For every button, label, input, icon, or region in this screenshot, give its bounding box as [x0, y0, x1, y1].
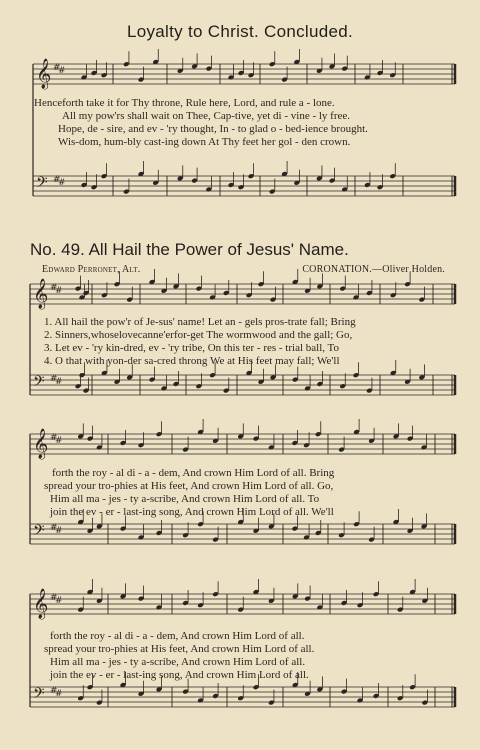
treble-clef-icon: 𝄞: [36, 59, 52, 89]
bass-clef-icon: 𝄢: [33, 522, 45, 543]
sharp-icon: #: [55, 286, 63, 296]
lyric-line: forth the roy - al di - a - dem, And crown Him Lord of all. Bring: [52, 467, 335, 479]
tune-credit: CORONATION.—Oliver Holden.: [302, 264, 445, 275]
lyric-line: 1. All hail the pow'r of Je-sus' name! Let an - gels pros-trate fall; Bring: [44, 316, 356, 328]
hymn-title: No. 49. All Hail the Power of Jesus' Name.: [30, 240, 349, 259]
lyric-line: All my pow'rs shall wait on Thee, Cap-tive, yet di - vine - ly free.: [62, 110, 351, 122]
sharp-icon: #: [50, 686, 58, 696]
treble-clef-icon: 𝄞: [33, 429, 49, 459]
treble-clef-icon: 𝄞: [33, 589, 49, 619]
lyric-line: Hope, de - sire, and ev - 'ry thought, In - to glad o - bed-ience brought.: [58, 123, 368, 135]
lyric-line: Henceforth take it for Thy throne, Rule here, Lord, and rule a - lone.: [34, 97, 335, 109]
bass-clef-icon: 𝄢: [33, 685, 45, 706]
sharp-icon: #: [55, 436, 63, 446]
lyric-line: Him all ma - jes - ty a-scribe, And crown Him Lord of all.: [50, 656, 306, 668]
sharp-icon: #: [50, 283, 58, 293]
sharp-icon: #: [50, 523, 58, 533]
lyric-line: 2. Sinners,whoselovecanne'erfor-get The wormwood and the gall; Go,: [44, 329, 353, 341]
bass-clef-icon: 𝄢: [33, 373, 45, 394]
sharp-icon: #: [53, 63, 61, 73]
sharp-icon: #: [53, 175, 61, 185]
sharp-icon: #: [55, 689, 63, 699]
sharp-icon: #: [50, 433, 58, 443]
sharp-icon: #: [58, 178, 66, 188]
lyric-line: Him all ma - jes - ty a-scribe, And crown Him Lord of all. To: [50, 493, 320, 505]
lyric-line: 4. O that with yon-der sa-cred throng We at His feet may fall; We'll: [44, 355, 340, 367]
lyric-line: join the ev - er - last-ing song, And crown Him Lord of all. We'll: [50, 506, 334, 518]
lyric-line: 3. Let ev - 'ry kin-dred, ev - 'ry tribe, On this ter - res - trial ball, To: [44, 342, 340, 354]
bass-clef-icon: 𝄢: [36, 174, 48, 195]
sharp-icon: #: [50, 593, 58, 603]
author-credit: Edward Perronet, Alt.: [42, 264, 141, 275]
page-title-loyalty: Loyalty to Christ. Concluded.: [126, 22, 354, 41]
lyric-line: spread your tro-phies at His feet, And crown Him Lord of all. Go,: [44, 480, 334, 492]
sharp-icon: #: [55, 377, 63, 387]
sharp-icon: #: [55, 596, 63, 606]
lyric-line: forth the roy - al di - a - dem, And crown Him Lord of all.: [50, 630, 305, 642]
lyric-line: join the ev - er - last-ing song, And crown Him Lord of all.: [50, 669, 309, 681]
sharp-icon: #: [50, 374, 58, 384]
lyric-line: spread your tro-phies at His feet, And crown Him Lord of all.: [44, 643, 315, 655]
treble-clef-icon: 𝄞: [33, 279, 49, 309]
sharp-icon: #: [58, 66, 66, 76]
lyric-line: Wis-dom, hum-bly cast-ing down At Thy feet her gol - den crown.: [58, 136, 351, 148]
sharp-icon: #: [55, 526, 63, 536]
